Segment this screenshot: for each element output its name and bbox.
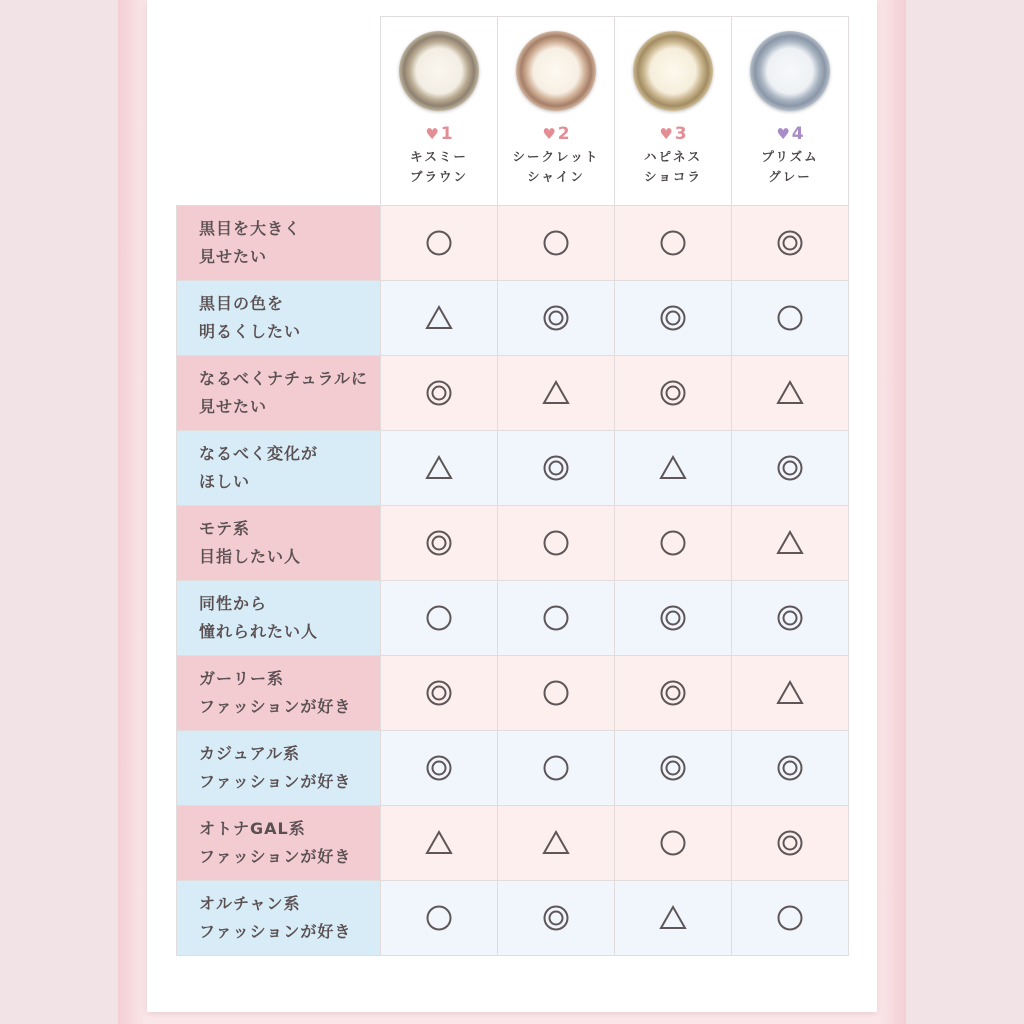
heart-icon: ♥ [659,125,673,143]
rating-cell [732,806,849,881]
rating-cell [381,431,498,506]
double-circle-icon [658,603,688,633]
double-circle-icon [424,528,454,558]
product-number: ♥ 4 [776,124,804,144]
row-label-cell [177,356,381,431]
triangle-icon [424,828,454,858]
row-label: 黒目を大きく 見せたい [199,219,302,266]
triangle-icon [541,378,571,408]
double-circle-icon [775,603,805,633]
double-circle-icon [658,303,688,333]
rating-cell [498,731,615,806]
rating-cell [498,356,615,431]
rating-cell [381,881,498,956]
product-header-1 [381,17,498,206]
rating-cell [732,206,849,281]
circle-icon [424,903,454,933]
rating-cell [615,206,732,281]
double-circle-icon [424,753,454,783]
double-circle-icon [541,903,571,933]
circle-icon [775,903,805,933]
triangle-icon [541,828,571,858]
row-label: 黒目の色を 明るくしたい [199,294,302,341]
circle-icon [658,228,688,258]
product-header-4 [732,17,849,206]
rating-cell [381,281,498,356]
product-header-3 [615,17,732,206]
row-label: カジュアル系 ファッションが好き [199,744,352,791]
double-circle-icon [658,753,688,783]
table-row [177,281,849,356]
double-circle-icon [775,228,805,258]
double-circle-icon [541,453,571,483]
table-row [177,431,849,506]
row-label: オトナGAL系 ファッションが好き [199,819,352,866]
row-label-cell [177,806,381,881]
table-row [177,581,849,656]
rating-cell [498,806,615,881]
double-circle-icon [658,678,688,708]
circle-icon [424,228,454,258]
row-label-cell [177,881,381,956]
rating-cell [732,356,849,431]
rating-cell [498,206,615,281]
gray-lens-icon [750,31,830,111]
rating-cell [381,506,498,581]
rating-cell [381,581,498,656]
rating-cell [732,581,849,656]
rating-cell [498,281,615,356]
heart-icon: ♥ [425,125,439,143]
triangle-icon [775,678,805,708]
rating-cell [498,656,615,731]
rating-cell [498,881,615,956]
table-row [177,731,849,806]
rating-cell [615,281,732,356]
row-label-cell [177,656,381,731]
row-label: なるべくナチュラルに 見せたい [199,369,369,416]
rating-cell [732,731,849,806]
double-circle-icon [424,378,454,408]
row-label-cell [177,281,381,356]
product-number: ♥ 2 [542,124,570,144]
row-label: ガーリー系 ファッションが好き [199,669,352,716]
row-label: モテ系 目指したい人 [199,519,302,566]
double-circle-icon [541,303,571,333]
double-circle-icon [424,678,454,708]
heart-icon: ♥ [542,125,556,143]
rating-cell [381,206,498,281]
rating-cell [732,281,849,356]
circle-icon [424,603,454,633]
circle-icon [541,528,571,558]
product-name: キスミー ブラウン [409,149,468,184]
rating-cell [732,506,849,581]
corner-cell [177,17,381,206]
rating-cell [615,581,732,656]
table-row [177,656,849,731]
circle-icon [775,303,805,333]
rating-cell [381,806,498,881]
triangle-icon [424,303,454,333]
product-number: ♥ 3 [659,124,687,144]
product-header-2 [498,17,615,206]
table-row [177,356,849,431]
rating-cell [615,731,732,806]
rating-cell [615,881,732,956]
row-label-cell [177,581,381,656]
rating-cell [732,656,849,731]
rating-cell [615,806,732,881]
row-label-cell [177,506,381,581]
triangle-icon [658,453,688,483]
beige-lens-icon [516,31,596,111]
triangle-icon [658,903,688,933]
rating-cell [381,356,498,431]
rating-cell [615,656,732,731]
chocolate-lens-icon [633,31,713,111]
rating-cell [732,881,849,956]
circle-icon [541,228,571,258]
rating-cell [615,506,732,581]
rating-cell [615,356,732,431]
table-row [177,806,849,881]
header-row [177,17,849,206]
heart-icon: ♥ [776,125,790,143]
rating-cell [498,431,615,506]
double-circle-icon [775,753,805,783]
rating-cell [615,431,732,506]
row-label-cell [177,206,381,281]
triangle-icon [424,453,454,483]
rating-cell [381,731,498,806]
triangle-icon [775,378,805,408]
double-circle-icon [775,453,805,483]
circle-icon [541,753,571,783]
row-label-cell [177,731,381,806]
table-row [177,881,849,956]
brown-lens-icon [399,31,479,111]
product-name: プリズム グレー [761,149,819,184]
double-circle-icon [658,378,688,408]
circle-icon [541,678,571,708]
row-label: なるべく変化が ほしい [199,444,319,491]
circle-icon [658,828,688,858]
product-name: シークレット シャイン [512,149,600,184]
rating-cell [732,431,849,506]
triangle-icon [775,528,805,558]
product-number: ♥ 1 [425,124,453,144]
circle-icon [541,603,571,633]
table-row [177,506,849,581]
comparison-table [176,16,849,956]
circle-icon [658,528,688,558]
row-label: 同性から 憧れられたい人 [199,594,319,641]
rating-cell [498,506,615,581]
rating-cell [381,656,498,731]
double-circle-icon [775,828,805,858]
rating-cell [498,581,615,656]
product-name: ハピネス ショコラ [643,149,702,184]
table-row [177,206,849,281]
row-label-cell [177,431,381,506]
row-label: オルチャン系 ファッションが好き [199,894,352,941]
